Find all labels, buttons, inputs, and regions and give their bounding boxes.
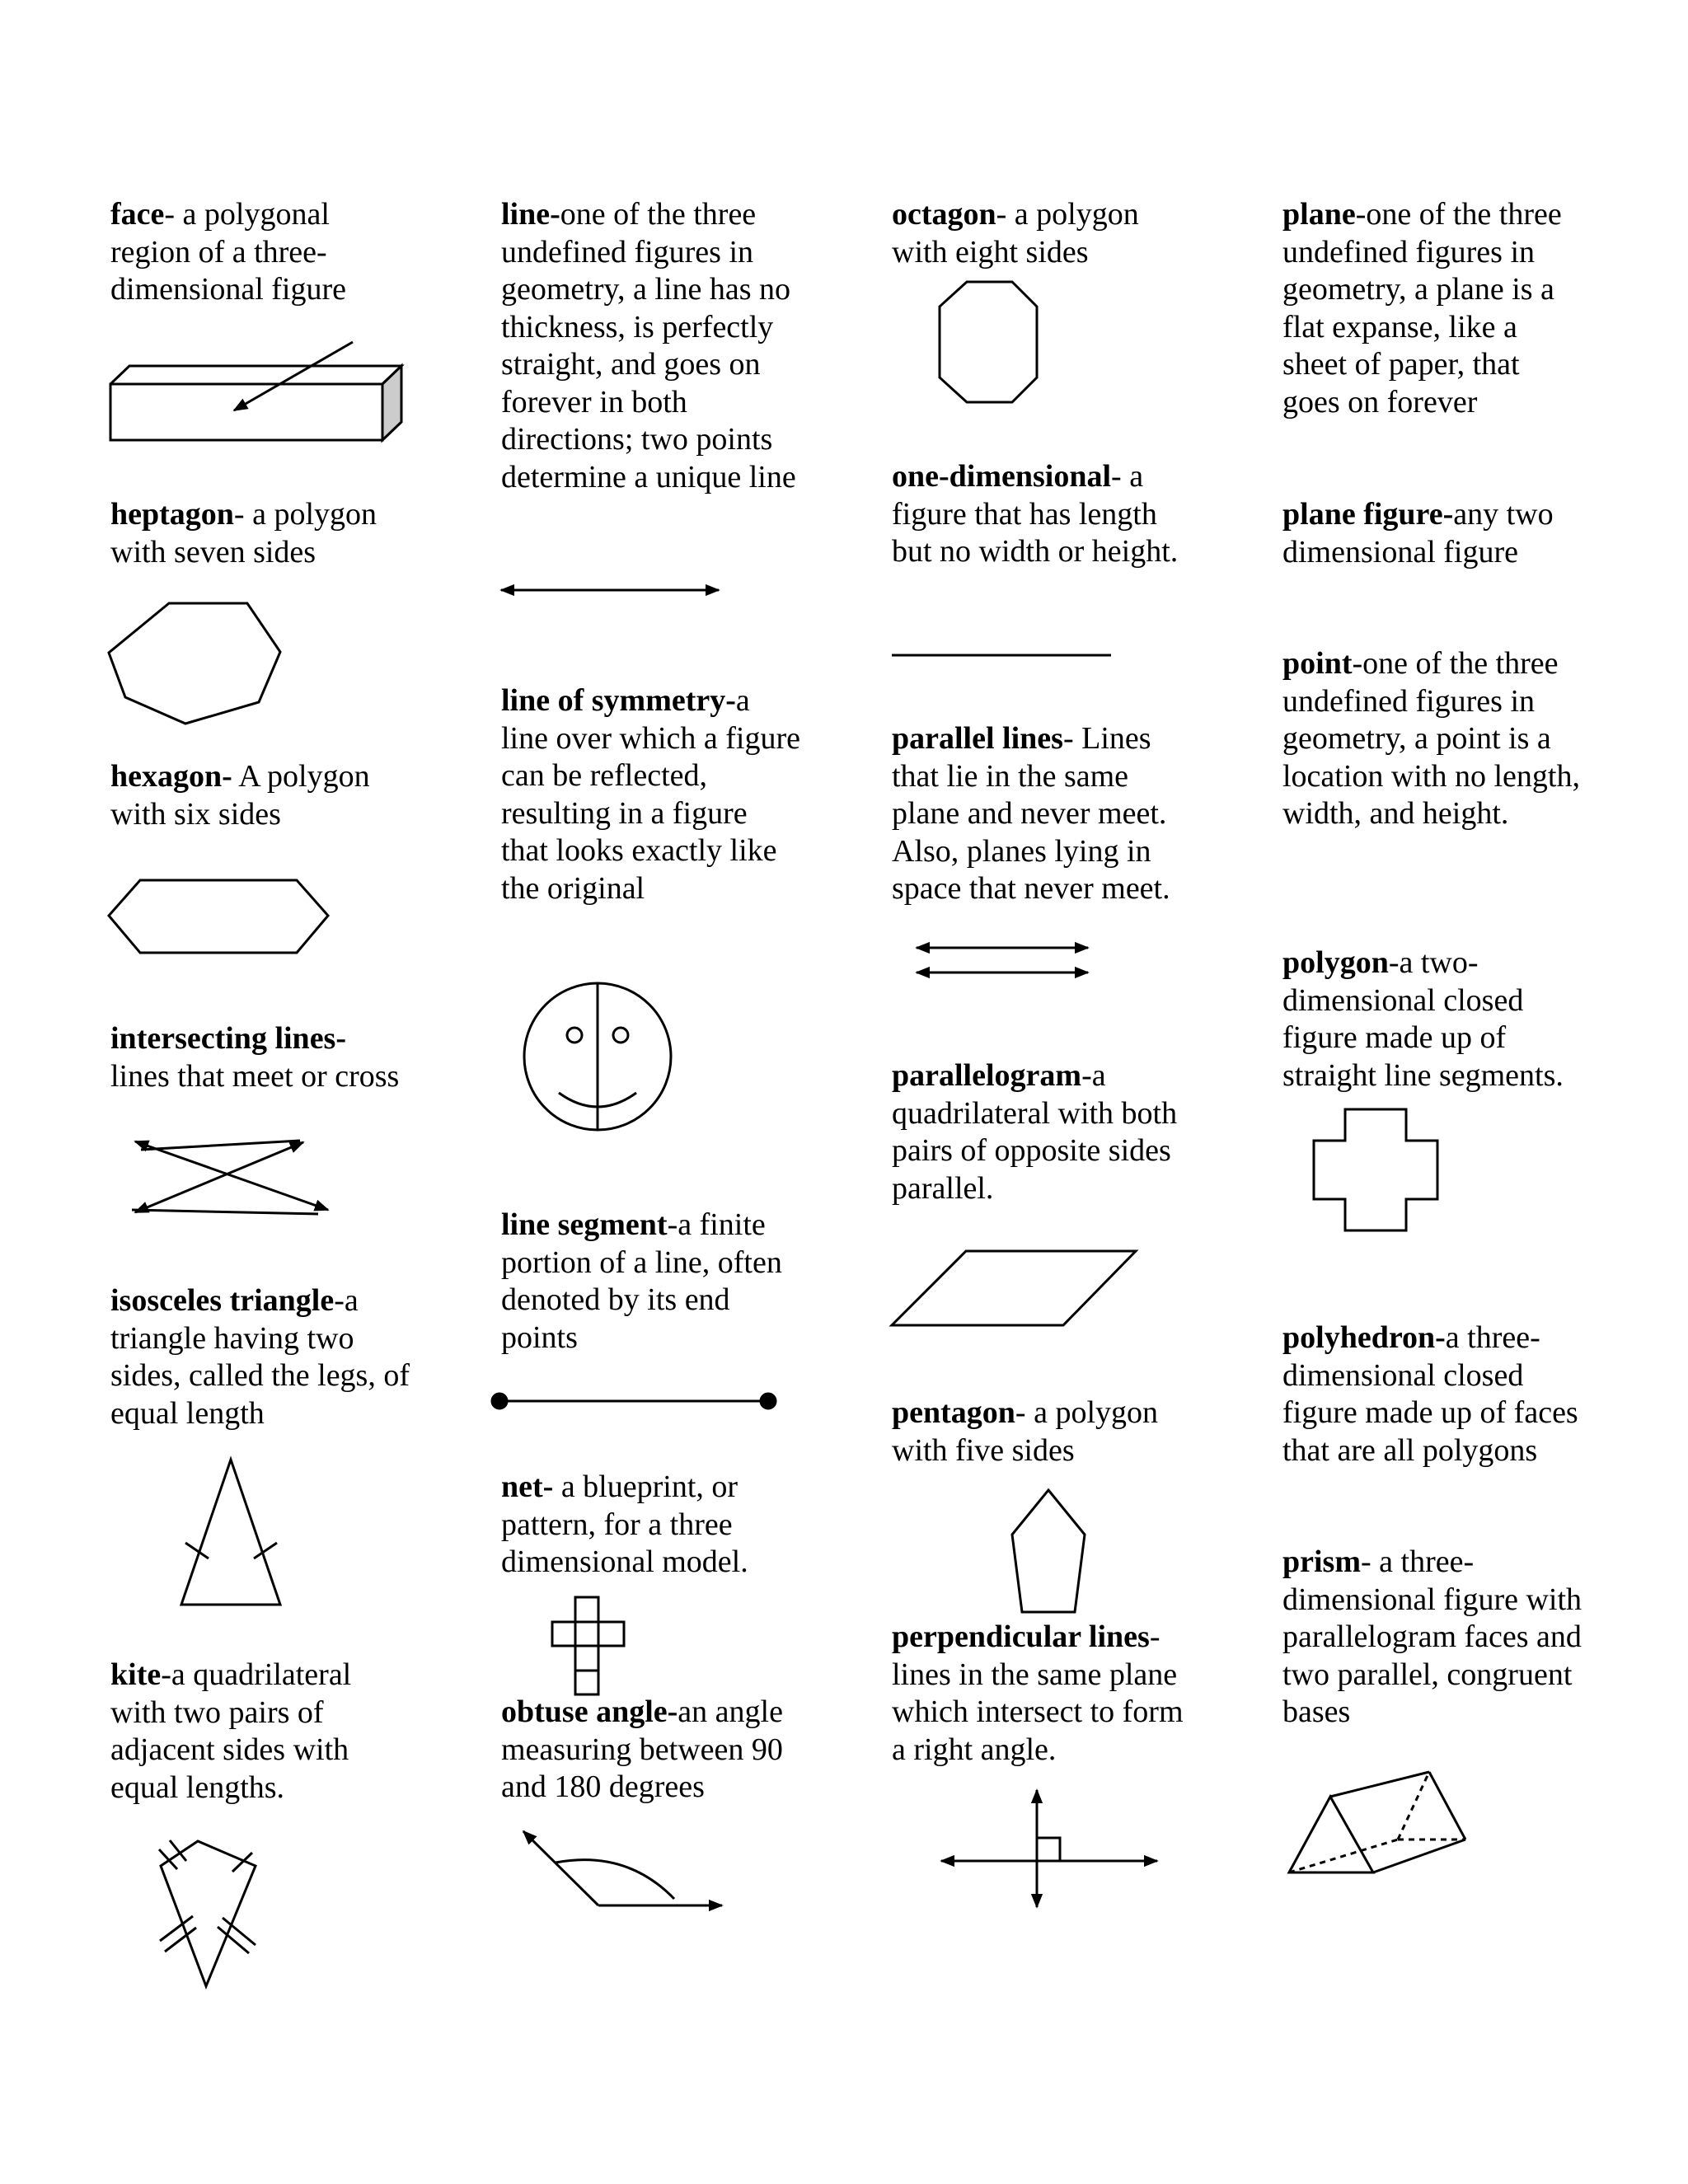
definition-obtuse-angle: an angle measuring between 90 and 180 degrees (501, 1694, 783, 1804)
parallel-lines-illustration (917, 948, 1088, 972)
term-line-of-symmetry: line of symmetry- (501, 683, 736, 718)
term-isosceles-triangle: isosceles triangle (110, 1283, 335, 1318)
parallelogram-shape (892, 1251, 1136, 1325)
term-polyhedron: polyhedron- (1282, 1320, 1446, 1355)
perpendicular-lines-illustration (941, 1790, 1157, 1907)
definition-line: one of the three undefined figures in geometry, a line has no thickness, is perfectly straight, and goes on forever in both directions; two points determine a unique line (501, 197, 796, 494)
definition-pentagon: - a polygon with five sides (892, 1395, 1158, 1468)
definition-heptagon: - a polygon with seven sides (110, 497, 377, 569)
definition-octagon: - a polygon with eight sides (892, 197, 1139, 269)
definition-perpendicular-lines: - lines in the same plane which intersect to form a right angle. (892, 1619, 1184, 1767)
term-pentagon: pentagon (892, 1395, 1015, 1430)
term-kite: kite (110, 1657, 162, 1692)
definition-parallelogram: -a quadrilateral with both pairs of opposite sides parallel. (892, 1058, 1178, 1206)
term-obtuse-angle: obtuse angle- (501, 1694, 678, 1729)
octagon-shape (940, 282, 1037, 402)
definition-one-dimensional: - a figure that has length but no width or height. (892, 459, 1179, 569)
definition-polygon: -a two-dimensional closed figure made up of straight line segments. (1282, 945, 1564, 1093)
term-parallelogram: parallelogram (892, 1058, 1082, 1093)
definition-polyhedron: a three-dimensional closed figure made up of faces that are all polygons (1282, 1320, 1578, 1468)
definition-net: a blueprint, or pattern, for a three dimensional model. (501, 1469, 748, 1579)
obtuse-angle-illustration (523, 1831, 722, 1905)
term-point: point (1282, 646, 1353, 681)
term-hexagon: hexagon- (110, 759, 232, 794)
term-parallel-lines: parallel lines (892, 721, 1063, 756)
face-prism-illustration (110, 342, 401, 440)
term-line: line- (501, 197, 560, 232)
term-polygon: polygon (1282, 945, 1389, 980)
term-line-segment: line segment (501, 1207, 668, 1242)
term-heptagon: heptagon (110, 497, 234, 532)
term-face: face (110, 197, 165, 232)
definition-parallel-lines: - Lines that lie in the same plane and never meet. Also, planes lying in space that never meet. (892, 721, 1170, 906)
heptagon-shape (109, 603, 280, 724)
term-plane: plane (1282, 197, 1356, 232)
polygon-plus-shape (1314, 1109, 1437, 1230)
term-octagon: octagon (892, 197, 996, 232)
isosceles-triangle-shape (181, 1460, 280, 1605)
definition-hexagon: A polygon with six sides (110, 759, 370, 832)
term-perpendicular-lines: perpendicular lines (892, 1619, 1150, 1654)
definition-line-of-symmetry: a line over which a figure can be reflected, resulting in a figure that looks exactly like the original (501, 683, 800, 906)
term-one-dimensional: one-dimensional (892, 459, 1112, 494)
definition-plane-figure: any two dimensional figure (1282, 497, 1554, 569)
term-prism: prism (1282, 1544, 1361, 1579)
definition-intersecting-lines: lines that meet or cross (110, 1058, 400, 1094)
definition-prism: - a three-dimensional figure with parallelogram faces and two parallel, congruent bases (1282, 1544, 1582, 1729)
definition-face: - a polygonal region of a three-dimensional figure (110, 197, 346, 307)
hexagon-shape (109, 880, 328, 953)
definition-kite: -a quadrilateral with two pairs of adjacent sides with equal lengths. (110, 1657, 352, 1805)
definition-line-segment: -a finite portion of a line, often denoted by its end points (501, 1207, 782, 1355)
pentagon-shape (1012, 1490, 1085, 1612)
definition-point: -one of the three undefined figures in geometry, a point is a location with no length, width, and height. (1282, 646, 1580, 831)
term-net: net- (501, 1469, 554, 1504)
kite-shape (159, 1840, 256, 1986)
term-intersecting-lines: intersecting lines- (110, 1021, 347, 1056)
triangular-prism-illustration (1289, 1772, 1465, 1872)
term-plane-figure: plane figure- (1282, 497, 1454, 532)
definition-isosceles-triangle: -a triangle having two sides, called the legs, of equal length (110, 1283, 410, 1431)
intersecting-lines-illustration (132, 1141, 328, 1214)
definition-plane: -one of the three undefined figures in geometry, a plane is a flat expanse, like a sheet of paper, that goes on forever (1282, 197, 1562, 419)
line-segment-illustration (492, 1394, 776, 1408)
symmetry-smiley-face (524, 983, 671, 1130)
net-cross-illustration (552, 1597, 624, 1694)
